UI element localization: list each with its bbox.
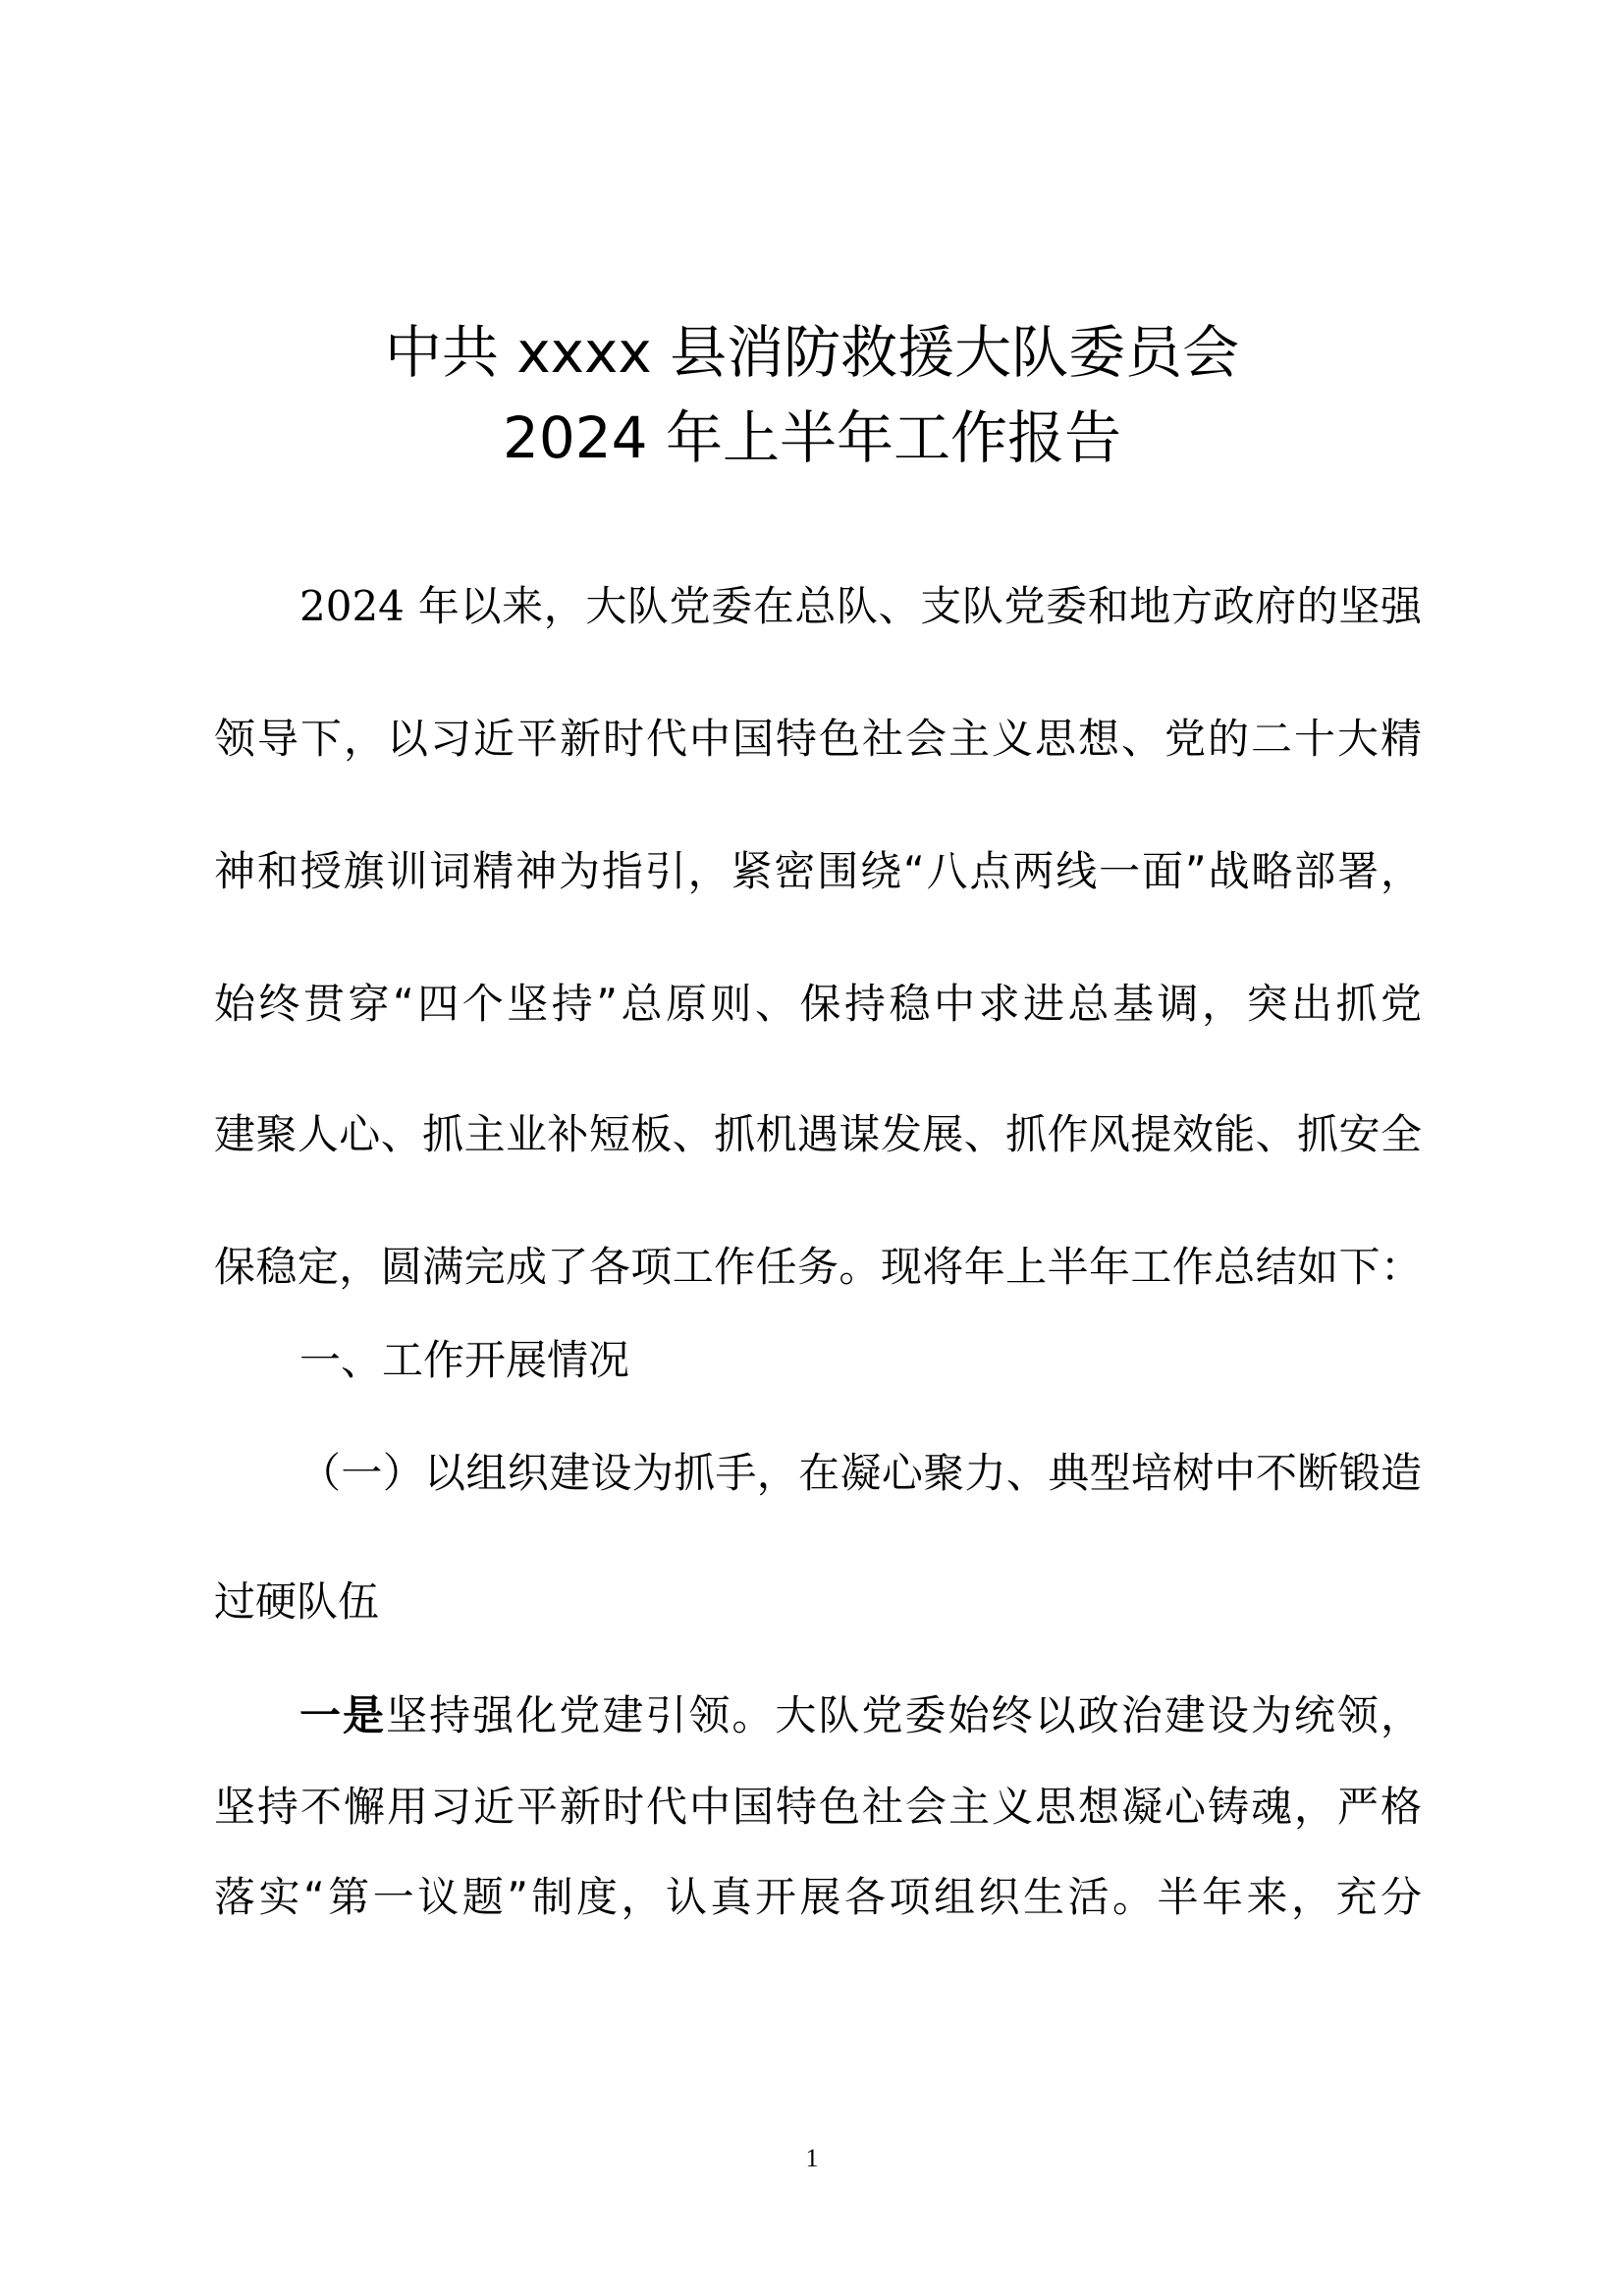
subsection-heading-line-2: 过硬队伍 [214,1577,380,1626]
intro-year: 2024 [299,582,405,630]
subsection-heading-line-1: （一）以组织建设为抓手，在凝心聚力、典型培树中不断锻造 [299,1449,1422,1497]
point-1-line-2: 坚持不懈用习近平新时代中国特色社会主义思想凝心铸魂，严格 [214,1783,1422,1831]
intro-line-1 [299,579,1422,634]
section-heading-1: 一、工作开展情况 [299,1336,630,1384]
intro-line-1-text: 年以来，大队党委在总队、支队党委和地方政府的坚强 [404,582,1422,630]
point-1-line-3: 落实“第一议题”制度，认真开展各项组织生活。半年来，充分 [214,1873,1422,1921]
intro-line-6: 保稳定，圆满完成了各项工作任务。现将年上半年工作总结如下： [214,1243,1422,1291]
intro-line-5: 建聚人心、抓主业补短板、抓机遇谋发展、抓作风提效能、抓安全 [214,1110,1422,1158]
point-1-line-1 [299,1688,1422,1743]
intro-line-2: 领导下，以习近平新时代中国特色社会主义思想、党的二十大精 [214,715,1422,763]
intro-line-3: 神和授旗训词精神为指引，紧密围绕“八点两线一面”战略部署， [214,847,1422,895]
document-title-line-1: 中共 xxxx 县消防救援大队委员会 [384,319,1240,386]
intro-line-4: 始终贯穿“四个坚持”总原则、保持稳中求进总基调，突出抓党 [214,980,1422,1028]
point-1-lead: 一是 [299,1691,387,1739]
point-1-line-1-text: 坚持强化党建引领。大队党委始终以政治建设为统领， [386,1691,1422,1739]
document-title-line-2: 2024 年上半年工作报告 [502,404,1122,471]
page-number: 1 [805,2144,819,2172]
